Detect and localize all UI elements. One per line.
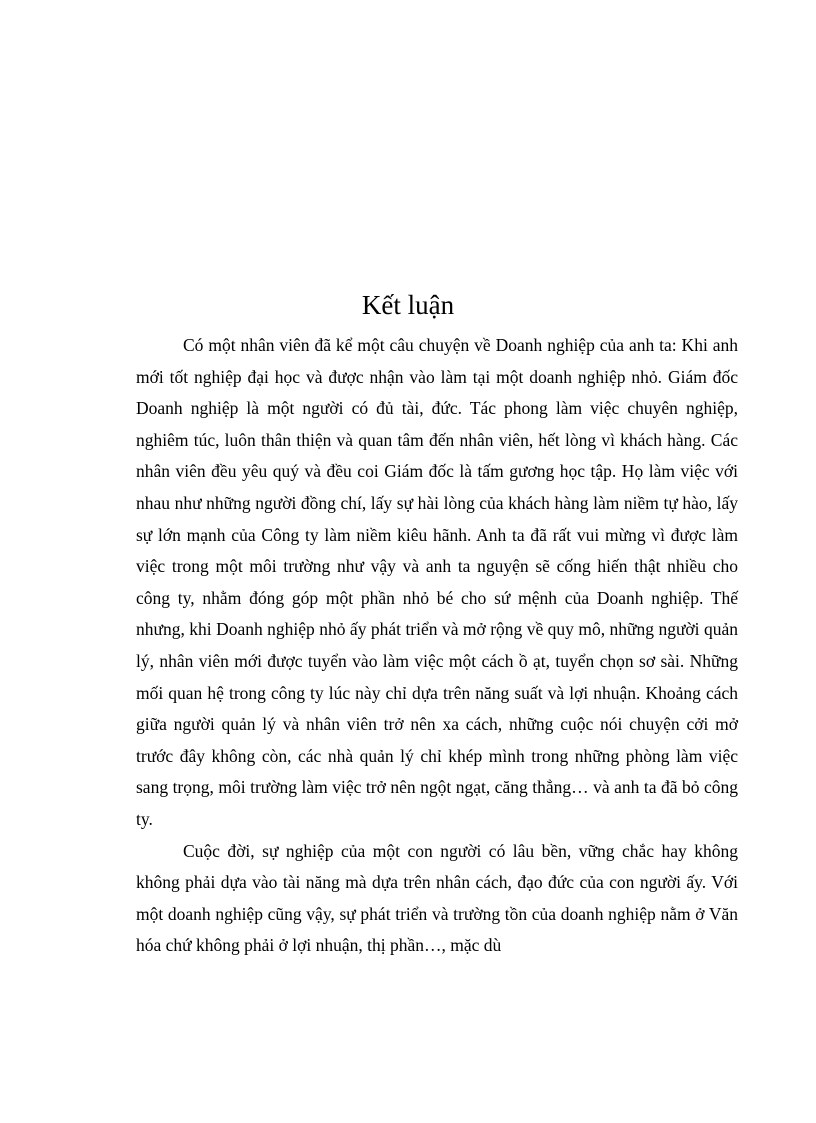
page-title: Kết luận: [361, 290, 455, 320]
body-text: [136, 330, 738, 962]
paragraph: Cuộc đời, sự nghiệp của một con người có lâu bền, vững chắc hay không không phải dựa vào tài năng mà dựa trên nhân cách, đạo đức của con người ấy. Với một doanh nghiệp cũng vậy, sự phát triển và trường tồn của doanh nghiệp nằm ở Văn hóa chứ không phải ở lợi nhuận, thị phần…, mặc dù: [136, 840, 738, 956]
paragraph: Có một nhân viên đã kể một câu chuyện về Doanh nghiệp của anh ta: Khi anh mới tốt nghiệp đại học và được nhận vào làm tại một doanh nghiệp nhỏ. Giám đốc Doanh nghiệp là một người có đủ tài, đức. Tác phong làm việc chuyên nghiệp, nghiêm túc, luôn thân thiện và quan tâm đến nhân viên, hết lòng vì khách hàng. Các nhân viên đều yêu quý và đều coi Giám đốc là tấm gương học tập. Họ làm việc với nhau như những người đồng chí, lấy sự hài lòng của khách hàng làm niềm tự hào, lấy sự lớn mạnh của Công ty làm niềm kiêu hãnh. Anh ta đã rất vui mừng vì được làm việc trong một môi trường như vậy và anh ta nguyện sẽ cống hiến thật nhiều cho công ty, nhằm đóng góp một phần nhỏ bé cho sứ mệnh của Doanh nghiệp. Thế nhưng, khi Doanh nghiệp nhỏ ấy phát triển và mở rộng về quy mô, những người quản lý, nhân viên mới được tuyển vào làm việc một cách ồ ạt, tuyển chọn sơ sài. Những mối quan hệ trong công ty lúc này chỉ dựa trên năng suất và lợi nhuận. Khoảng cách giữa người quản lý và nhân viên trở nên xa cách, những cuộc nói chuyện cởi mở trước đây không còn, các nhà quản lý chỉ khép mình trong những phòng làm việc sang trọng, môi trường làm việc trở nên ngột ngạt, căng thẳng… và anh ta đã bỏ công ty.: [136, 335, 738, 829]
